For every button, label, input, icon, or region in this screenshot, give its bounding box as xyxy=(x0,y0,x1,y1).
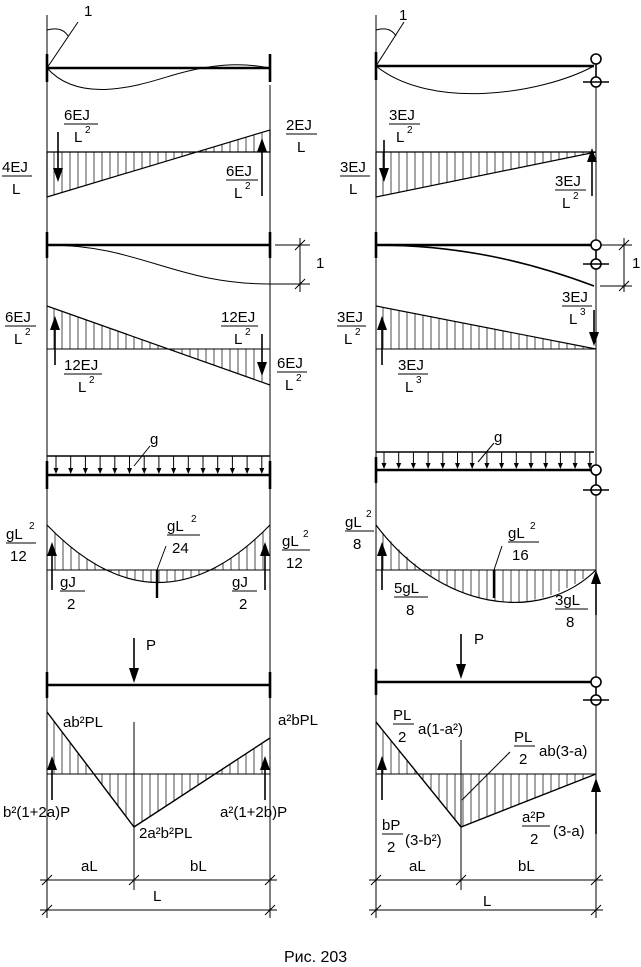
load-arrow-head xyxy=(426,463,431,469)
load-arrow-head xyxy=(440,463,445,469)
svg-text:L: L xyxy=(569,311,578,328)
left-label-u5 xyxy=(232,574,257,613)
left-dim-a: aL xyxy=(81,858,98,875)
left-label-6EJ-L2-top xyxy=(64,107,98,146)
left-rotation-label: 1 xyxy=(84,3,93,20)
svg-text:2: 2 xyxy=(89,375,95,386)
svg-text:2EJ: 2EJ xyxy=(286,117,312,134)
svg-text:2: 2 xyxy=(191,514,197,525)
svg-text:L: L xyxy=(562,195,571,212)
svg-text:bP: bP xyxy=(382,817,401,834)
right-rotation-label: 1 xyxy=(399,7,408,24)
load-arrow-head xyxy=(186,468,191,474)
left-dim-b: bL xyxy=(190,858,207,875)
left-label-p3: b²(1+2a)P xyxy=(3,804,71,821)
load-arrow-head xyxy=(171,468,176,474)
left-label-2EJ-L xyxy=(286,117,317,156)
right-label-d1 xyxy=(337,309,366,348)
svg-text:L: L xyxy=(405,379,414,396)
load-arrow-head xyxy=(382,463,387,469)
right-label-d3 xyxy=(398,357,428,396)
right-label-u4 xyxy=(555,592,588,631)
svg-text:3EJ: 3EJ xyxy=(555,173,581,190)
svg-text:3: 3 xyxy=(580,307,586,318)
left-displacement-moments xyxy=(5,306,307,396)
left-displacement-label: 1 xyxy=(316,255,325,272)
svg-text:12: 12 xyxy=(286,555,303,572)
svg-text:2: 2 xyxy=(67,596,76,613)
svg-text:3: 3 xyxy=(416,375,422,386)
load-arrow-head xyxy=(245,468,250,474)
svg-text:L: L xyxy=(12,181,21,198)
svg-text:2: 2 xyxy=(519,751,528,768)
left-uniform-load-scheme xyxy=(47,431,270,489)
svg-text:12EJ: 12EJ xyxy=(221,309,256,326)
svg-text:4EJ: 4EJ xyxy=(2,159,28,176)
right-label-c3 xyxy=(555,173,586,212)
left-label-u2 xyxy=(167,514,200,557)
left-uniform-moments xyxy=(6,514,310,613)
load-arrow-head xyxy=(259,468,264,474)
left-column xyxy=(2,3,324,918)
load-arrow-head xyxy=(127,468,132,474)
load-arrow-head xyxy=(529,463,534,469)
svg-text:2: 2 xyxy=(303,529,309,540)
svg-text:L: L xyxy=(285,377,294,394)
load-arrow-head xyxy=(68,468,73,474)
left-label-u3 xyxy=(282,529,310,572)
load-arrow-head xyxy=(112,468,117,474)
svg-text:gL: gL xyxy=(282,533,299,550)
right-dim-l: L xyxy=(483,893,492,910)
svg-text:2: 2 xyxy=(245,181,251,192)
load-arrow-head xyxy=(230,468,235,474)
svg-text:8: 8 xyxy=(406,602,415,619)
right-label-u3 xyxy=(394,580,428,619)
right-label-p4 xyxy=(522,809,585,848)
svg-text:6EJ: 6EJ xyxy=(226,163,252,180)
right-label-p1 xyxy=(393,707,463,746)
load-arrow-head xyxy=(499,463,504,469)
load-arrow-head xyxy=(543,463,548,469)
left-label-p2: a²bPL xyxy=(278,712,319,729)
load-arrow-head xyxy=(83,468,88,474)
svg-text:3gL: 3gL xyxy=(555,592,581,609)
svg-text:2: 2 xyxy=(530,831,539,848)
load-arrow-head xyxy=(558,463,563,469)
svg-text:L: L xyxy=(344,331,353,348)
load-arrow-head xyxy=(470,463,475,469)
svg-text:PL: PL xyxy=(393,707,412,724)
right-column xyxy=(337,7,640,918)
left-label-4EJ-L xyxy=(2,159,32,198)
left-rotation-scheme xyxy=(47,3,270,90)
left-label-d4 xyxy=(277,355,307,394)
svg-text:gL: gL xyxy=(6,526,23,543)
right-label-c2 xyxy=(340,159,370,198)
svg-text:L: L xyxy=(78,379,87,396)
left-displacement-scheme xyxy=(47,232,324,292)
svg-text:12EJ: 12EJ xyxy=(64,357,99,374)
load-arrow-head xyxy=(215,468,220,474)
svg-text:gJ: gJ xyxy=(60,574,76,591)
svg-text:L: L xyxy=(14,331,23,348)
left-dimensions xyxy=(40,858,277,915)
load-arrow-head xyxy=(411,463,416,469)
svg-text:2: 2 xyxy=(29,521,35,532)
right-dim-b: bL xyxy=(518,858,535,875)
svg-text:(3-b²): (3-b²) xyxy=(405,832,442,849)
right-dimensions xyxy=(369,858,603,915)
right-rotation-moments xyxy=(340,107,597,212)
left-label-d2 xyxy=(221,309,258,348)
svg-text:8: 8 xyxy=(353,536,362,553)
load-arrow-head xyxy=(514,463,519,469)
figure-caption: Рис. 203 xyxy=(284,949,348,966)
right-uniform-load-scheme xyxy=(376,429,609,495)
svg-text:3EJ: 3EJ xyxy=(562,289,588,306)
svg-text:gL: gL xyxy=(345,514,362,531)
left-label-u1 xyxy=(6,521,36,565)
svg-text:24: 24 xyxy=(172,540,189,557)
svg-text:gJ: gJ xyxy=(232,574,248,591)
svg-text:gL: gL xyxy=(508,525,525,542)
svg-text:2: 2 xyxy=(355,327,361,338)
load-arrow-head xyxy=(142,468,147,474)
left-label-p4: a²(1+2b)P xyxy=(220,804,288,821)
load-arrow-head xyxy=(98,468,103,474)
svg-text:12: 12 xyxy=(10,548,27,565)
right-load-p: P xyxy=(474,631,485,648)
svg-text:3EJ: 3EJ xyxy=(337,309,363,326)
right-dim-a: aL xyxy=(409,858,426,875)
svg-text:L: L xyxy=(297,139,306,156)
right-point-load-scheme xyxy=(376,631,609,705)
svg-text:L: L xyxy=(74,129,83,146)
left-dim-l: L xyxy=(153,888,162,905)
svg-text:2: 2 xyxy=(25,327,31,338)
left-label-p1: ab²PL xyxy=(63,714,104,731)
svg-text:L: L xyxy=(234,185,243,202)
svg-text:gL: gL xyxy=(167,518,184,535)
svg-text:2: 2 xyxy=(366,509,372,520)
right-rotation-scheme xyxy=(376,7,609,94)
left-load-p: P xyxy=(146,637,157,654)
svg-text:L: L xyxy=(234,331,243,348)
svg-text:L: L xyxy=(349,181,358,198)
right-label-u2 xyxy=(508,521,539,564)
left-label-p5: 2a²b²PL xyxy=(139,825,193,842)
svg-text:ab(3-a): ab(3-a) xyxy=(539,743,588,760)
left-label-6EJ-L2-bottom xyxy=(226,163,258,202)
svg-text:L: L xyxy=(396,129,405,146)
svg-text:(3-a): (3-a) xyxy=(553,823,585,840)
right-load-g: g xyxy=(494,429,503,446)
svg-text:3EJ: 3EJ xyxy=(340,159,366,176)
left-point-moments xyxy=(3,712,318,890)
svg-text:a²P: a²P xyxy=(522,809,546,826)
svg-text:3EJ: 3EJ xyxy=(398,357,424,374)
load-arrow-head xyxy=(201,468,206,474)
right-label-p2 xyxy=(514,729,587,768)
svg-text:8: 8 xyxy=(566,614,575,631)
right-label-d2 xyxy=(562,289,592,328)
right-label-p3 xyxy=(382,817,442,856)
svg-text:2: 2 xyxy=(398,729,407,746)
svg-text:6EJ: 6EJ xyxy=(64,107,90,124)
left-point-load-scheme xyxy=(47,637,270,698)
svg-text:2: 2 xyxy=(573,191,579,202)
svg-text:2: 2 xyxy=(530,521,536,532)
svg-text:2: 2 xyxy=(407,125,413,136)
svg-text:3EJ: 3EJ xyxy=(389,107,415,124)
right-displacement-label: 1 xyxy=(632,255,641,272)
left-label-d3 xyxy=(64,357,102,396)
svg-text:2: 2 xyxy=(85,125,91,136)
load-arrow-head xyxy=(54,468,59,474)
right-label-c1 xyxy=(389,107,420,146)
load-arrow-head xyxy=(156,468,161,474)
left-load-g: g xyxy=(150,431,159,448)
load-arrow-head xyxy=(484,463,489,469)
svg-text:16: 16 xyxy=(512,547,529,564)
svg-text:2: 2 xyxy=(245,327,251,338)
svg-text:6EJ: 6EJ xyxy=(277,355,303,372)
left-label-u4 xyxy=(60,574,85,613)
right-uniform-moments xyxy=(345,509,601,631)
svg-text:a(1-a²): a(1-a²) xyxy=(418,721,464,738)
load-arrow-head xyxy=(396,463,401,469)
svg-text:2: 2 xyxy=(239,596,248,613)
left-label-d1 xyxy=(5,309,36,348)
load-arrow-head xyxy=(455,463,460,469)
svg-text:6EJ: 6EJ xyxy=(5,309,31,326)
svg-text:PL: PL xyxy=(514,729,533,746)
svg-text:2: 2 xyxy=(296,373,302,384)
svg-text:5gL: 5gL xyxy=(394,580,420,597)
load-arrow-head xyxy=(573,463,578,469)
right-displacement-scheme xyxy=(376,232,640,292)
right-pin-support-1 xyxy=(583,54,609,87)
svg-text:2: 2 xyxy=(387,839,396,856)
right-label-u1 xyxy=(345,509,374,553)
